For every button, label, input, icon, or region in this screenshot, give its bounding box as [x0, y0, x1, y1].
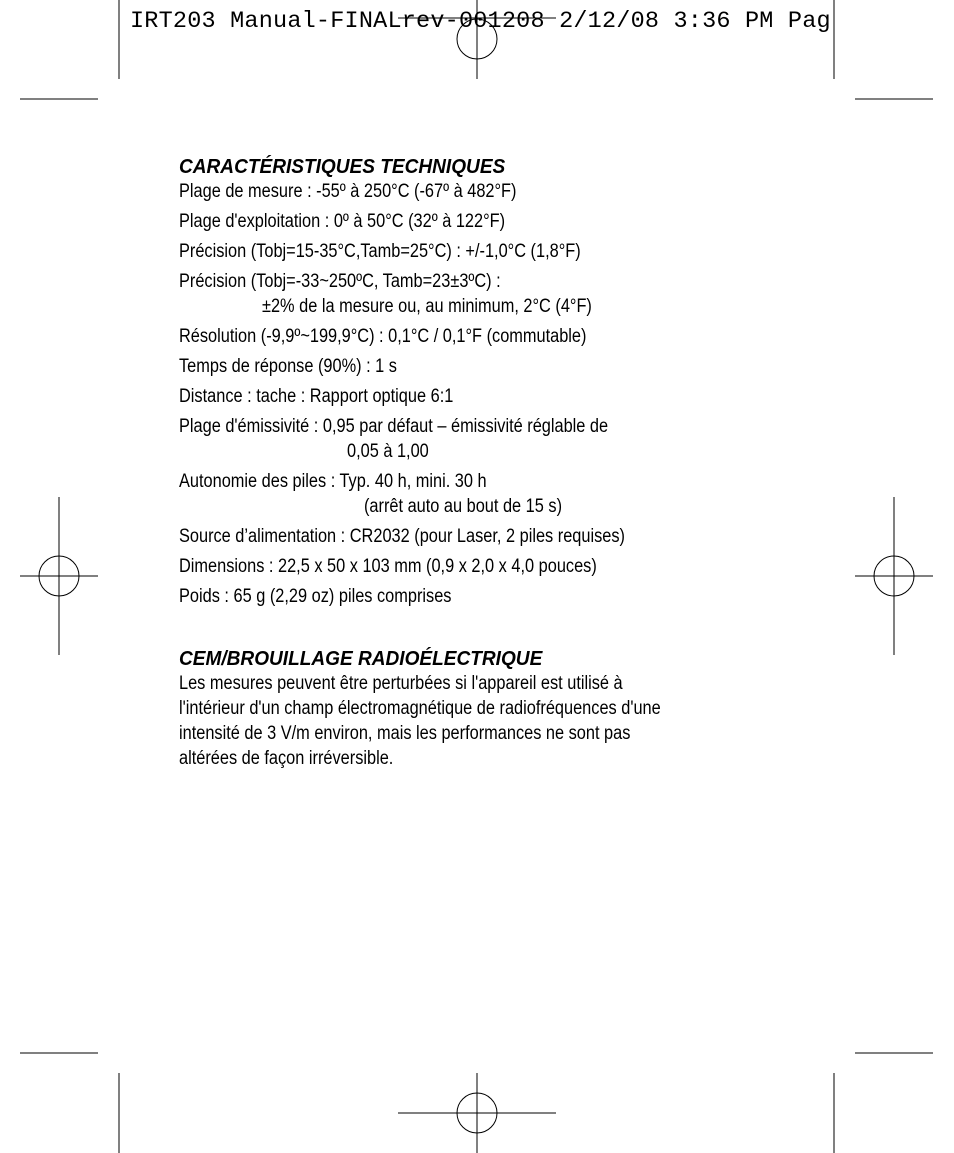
spec-item-text: Autonomie des piles : Typ. 40 h, mini. 30 h: [179, 471, 487, 492]
specs-title: CARACTÉRISTIQUES TECHNIQUES: [179, 155, 506, 178]
page-content: [179, 155, 779, 771]
spec-item-text: Précision (Tobj=-33~250ºC, Tamb=23±3ºC) :: [179, 271, 501, 292]
spec-item-text: Distance : tache : Rapport optique 6:1: [179, 386, 454, 407]
spec-item-text: Plage d'exploitation : 0º à 50°C (32º à 122°F): [179, 211, 506, 232]
spec-item-text: Plage de mesure : -55º à 250°C (-67º à 482°F): [179, 181, 517, 202]
spec-item: [179, 554, 695, 579]
spec-item-text: Poids : 65 g (2,29 oz) piles comprises: [179, 586, 452, 607]
emc-paragraph-line: intensité de 3 V/m environ, mais les performances ne sont pas: [179, 723, 631, 744]
spec-item: [179, 469, 695, 519]
spec-item: [179, 524, 695, 549]
spec-item: [179, 239, 695, 264]
spec-item: [179, 354, 695, 379]
spec-item: [179, 384, 695, 409]
print-slug-header: IRT203 Manual-FINALrev-001208 2/12/08 3:36 PM Pag: [130, 8, 831, 35]
spec-item-text: Plage d'émissivité : 0,95 par défaut – émissivité réglable de: [179, 416, 609, 437]
spec-item-text: Dimensions : 22,5 x 50 x 103 mm (0,9 x 2,0 x 4,0 pouces): [179, 556, 597, 577]
spec-item: [179, 414, 695, 464]
spec-item: [179, 584, 695, 609]
spec-item-text: Précision (Tobj=15-35°C,Tamb=25°C) : +/-1,0°C (1,8°F): [179, 241, 581, 262]
spec-item-continuation: 0,05 à 1,00: [346, 441, 429, 462]
emc-title: CEM/BROUILLAGE RADIOÉLECTRIQUE: [179, 647, 543, 670]
spec-item: [179, 324, 695, 349]
spec-list: [179, 179, 779, 609]
spec-item-text: Source d’alimentation : CR2032 (pour Laser, 2 piles requises): [179, 526, 625, 547]
emc-paragraph: [179, 671, 779, 771]
spec-item: [179, 269, 695, 319]
spec-item-continuation: ±2% de la mesure ou, au minimum, 2°C (4°F): [261, 296, 592, 317]
emc-paragraph-line: l'intérieur d'un champ électromagnétique de radiofréquences d'une: [179, 698, 661, 719]
spec-item: [179, 209, 695, 234]
spec-item: [179, 179, 695, 204]
spec-item-text: Temps de réponse (90%) : 1 s: [179, 356, 397, 377]
emc-paragraph-line: Les mesures peuvent être perturbées si l'appareil est utilisé à: [179, 673, 623, 694]
spec-item-continuation: (arrêt auto au bout de 15 s): [363, 496, 563, 517]
spec-item-text: Résolution (-9,9º~199,9°C) : 0,1°C / 0,1°F (commutable): [179, 326, 587, 347]
emc-paragraph-line: altérées de façon irréversible.: [179, 748, 394, 769]
